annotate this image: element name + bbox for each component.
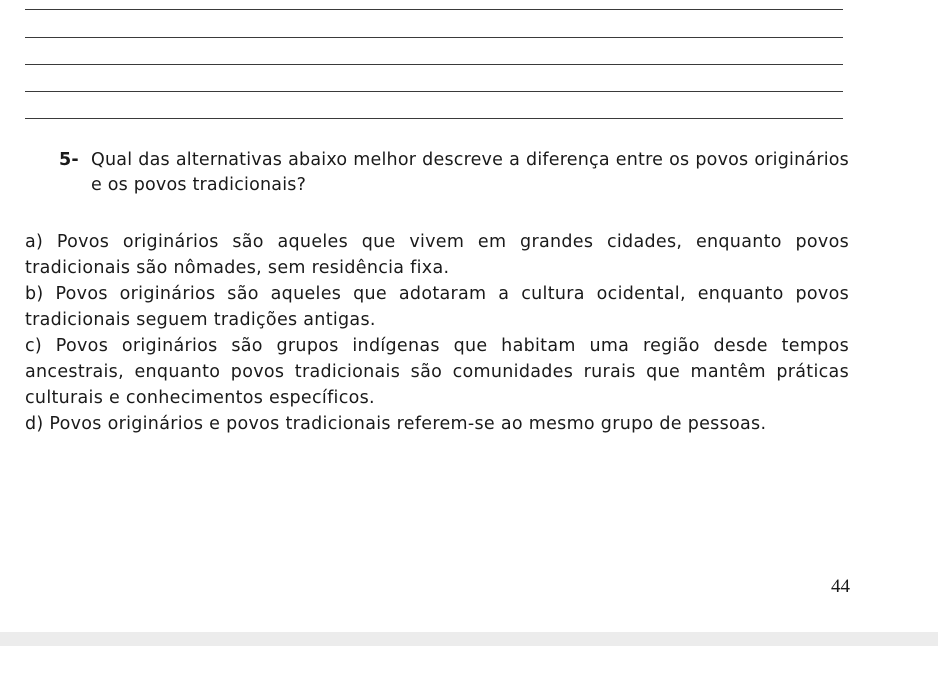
question-text: Qual das alternativas abaixo melhor descreve a diferença entre os povos originários e os povos tradicionais? <box>91 150 849 195</box>
answer-line <box>25 91 843 92</box>
answer-options <box>25 229 849 437</box>
answer-line <box>25 9 843 10</box>
page-bottom-band <box>0 632 938 646</box>
question-block <box>59 148 849 198</box>
option-c: c) Povos originários são grupos indígenas que habitam uma região desde tempos ancestrais, enquanto povos tradicionais são comunidades rurais que mantêm práticas culturais e conhecimentos específicos. <box>25 336 849 408</box>
page-number: 44 <box>831 576 850 597</box>
option-b: b) Povos originários são aqueles que adotaram a cultura ocidental, enquanto povos tradicionais seguem tradições antigas. <box>25 284 849 330</box>
answer-line <box>25 37 843 38</box>
question-number: 5- <box>59 150 79 170</box>
answer-line <box>25 118 843 119</box>
option-d: d) Povos originários e povos tradicionais referem-se ao mesmo grupo de pessoas. <box>25 414 767 434</box>
answer-line <box>25 64 843 65</box>
option-a: a) Povos originários são aqueles que vivem em grandes cidades, enquanto povos tradicionais são nômades, sem residência fixa. <box>25 232 849 278</box>
